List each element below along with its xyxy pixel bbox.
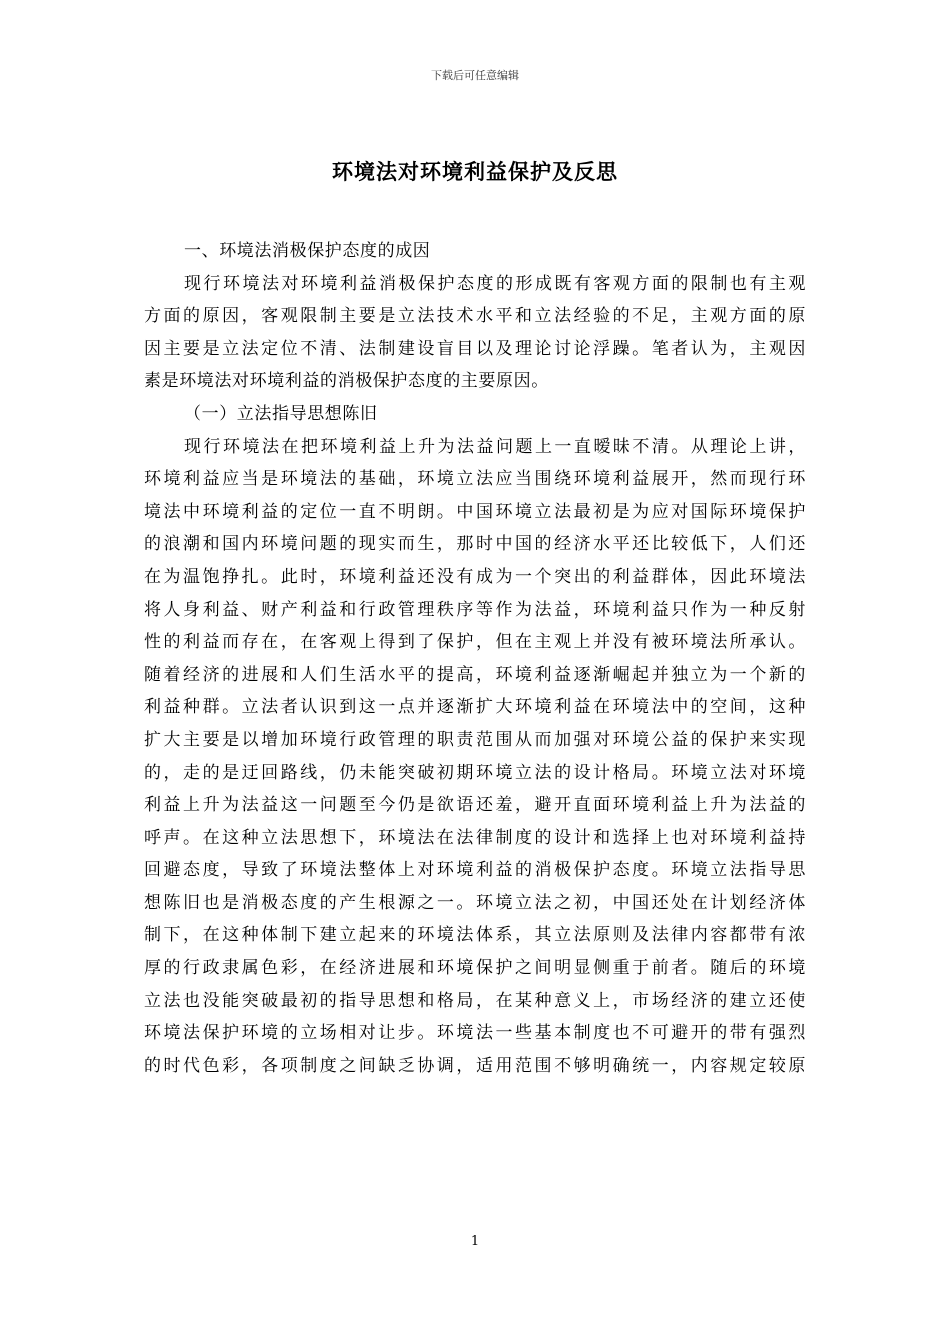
page-number: 1	[470, 1234, 480, 1249]
section-heading: 一、环境法消极保护态度的成因	[184, 241, 431, 261]
paragraph-line: 将人身利益、财产利益和行政管理秩序等作为法益，环境利益只作为一种反射	[144, 599, 806, 620]
paragraph-line: 利益种群。立法者认识到这一点并逐渐扩大环境利益在环境法中的空间，这种	[144, 697, 806, 718]
paragraph-line: 的时代色彩，各项制度之间缺乏协调，适用范围不够明确统一，内容规定较原	[144, 1055, 806, 1076]
paragraph-line: 呼声。在这种立法思想下，环境法在法律制度的设计和选择上也对环境利益持	[144, 827, 806, 848]
paragraph-line: 因主要是立法定位不清、法制建设盲目以及理论讨论浮躁。笔者认为，主观因	[144, 338, 806, 359]
document-title: 环境法对环境利益保护及反思	[332, 160, 618, 184]
paragraph-line: 利益上升为法益这一问题至今仍是欲语还羞，避开直面环境利益上升为法益的	[144, 795, 806, 816]
paragraph-line: 厚的行政隶属色彩，在经济进展和环境保护之间明显侧重于前者。随后的环境	[144, 958, 806, 979]
paragraph-line: 素是环境法对环境利益的消极保护态度的主要原因。	[144, 371, 549, 392]
paragraph-line: 的，走的是迂回路线，仍未能突破初期环境立法的设计格局。环境立法对环境	[144, 762, 806, 783]
paragraph-line: 制下，在这种体制下建立起来的环境法体系，其立法原则及法律内容都带有浓	[144, 925, 806, 946]
paragraph-line: 的浪潮和国内环境问题的现实而生，那时中国的经济水平还比较低下，人们还	[144, 534, 806, 555]
paragraph-line: 随着经济的进展和人们生活水平的提高，环境利益逐渐崛起并独立为一个新的	[144, 664, 806, 685]
paragraph-line: 回避态度，导致了环境法整体上对环境利益的消极保护态度。环境立法指导思	[144, 860, 806, 881]
paragraph-line: 想陈旧也是消极态度的产生根源之一。环境立法之初，中国还处在计划经济体	[144, 892, 806, 913]
page-header-note: 下载后可任意编辑	[431, 69, 519, 82]
paragraph-line: 立法也没能突破最初的指导思想和格局，在某种意义上，市场经济的建立还使	[144, 990, 806, 1011]
paragraph-line: 方面的原因，客观限制主要是立法技术水平和立法经验的不足，主观方面的原	[144, 306, 806, 327]
subsection-heading: （一）立法指导思想陈旧	[184, 403, 378, 424]
paragraph-line: 境法中环境利益的定位一直不明朗。中国环境立法最初是为应对国际环境保护	[144, 501, 806, 522]
paragraph-line: 环境法保护环境的立场相对让步。环境法一些基本制度也不可避开的带有强烈	[144, 1023, 806, 1044]
paragraph-line: 现行环境法在把环境利益上升为法益问题上一直暧昧不清。从理论上讲，	[184, 436, 806, 457]
paragraph-line: 性的利益而存在，在客观上得到了保护，但在主观上并没有被环境法所承认。	[144, 632, 806, 653]
paragraph-line: 在为温饱挣扎。此时，环境利益还没有成为一个突出的利益群体，因此环境法	[144, 566, 806, 587]
document-body	[144, 235, 806, 1082]
paragraph-line: 现行环境法对环境利益消极保护态度的形成既有客观方面的限制也有主观	[184, 273, 806, 294]
paragraph-line: 环境利益应当是环境法的基础，环境立法应当围绕环境利益展开，然而现行环	[144, 469, 806, 490]
paragraph-line: 扩大主要是以增加环境行政管理的职责范围从而加强对环境公益的保护来实现	[144, 729, 806, 750]
